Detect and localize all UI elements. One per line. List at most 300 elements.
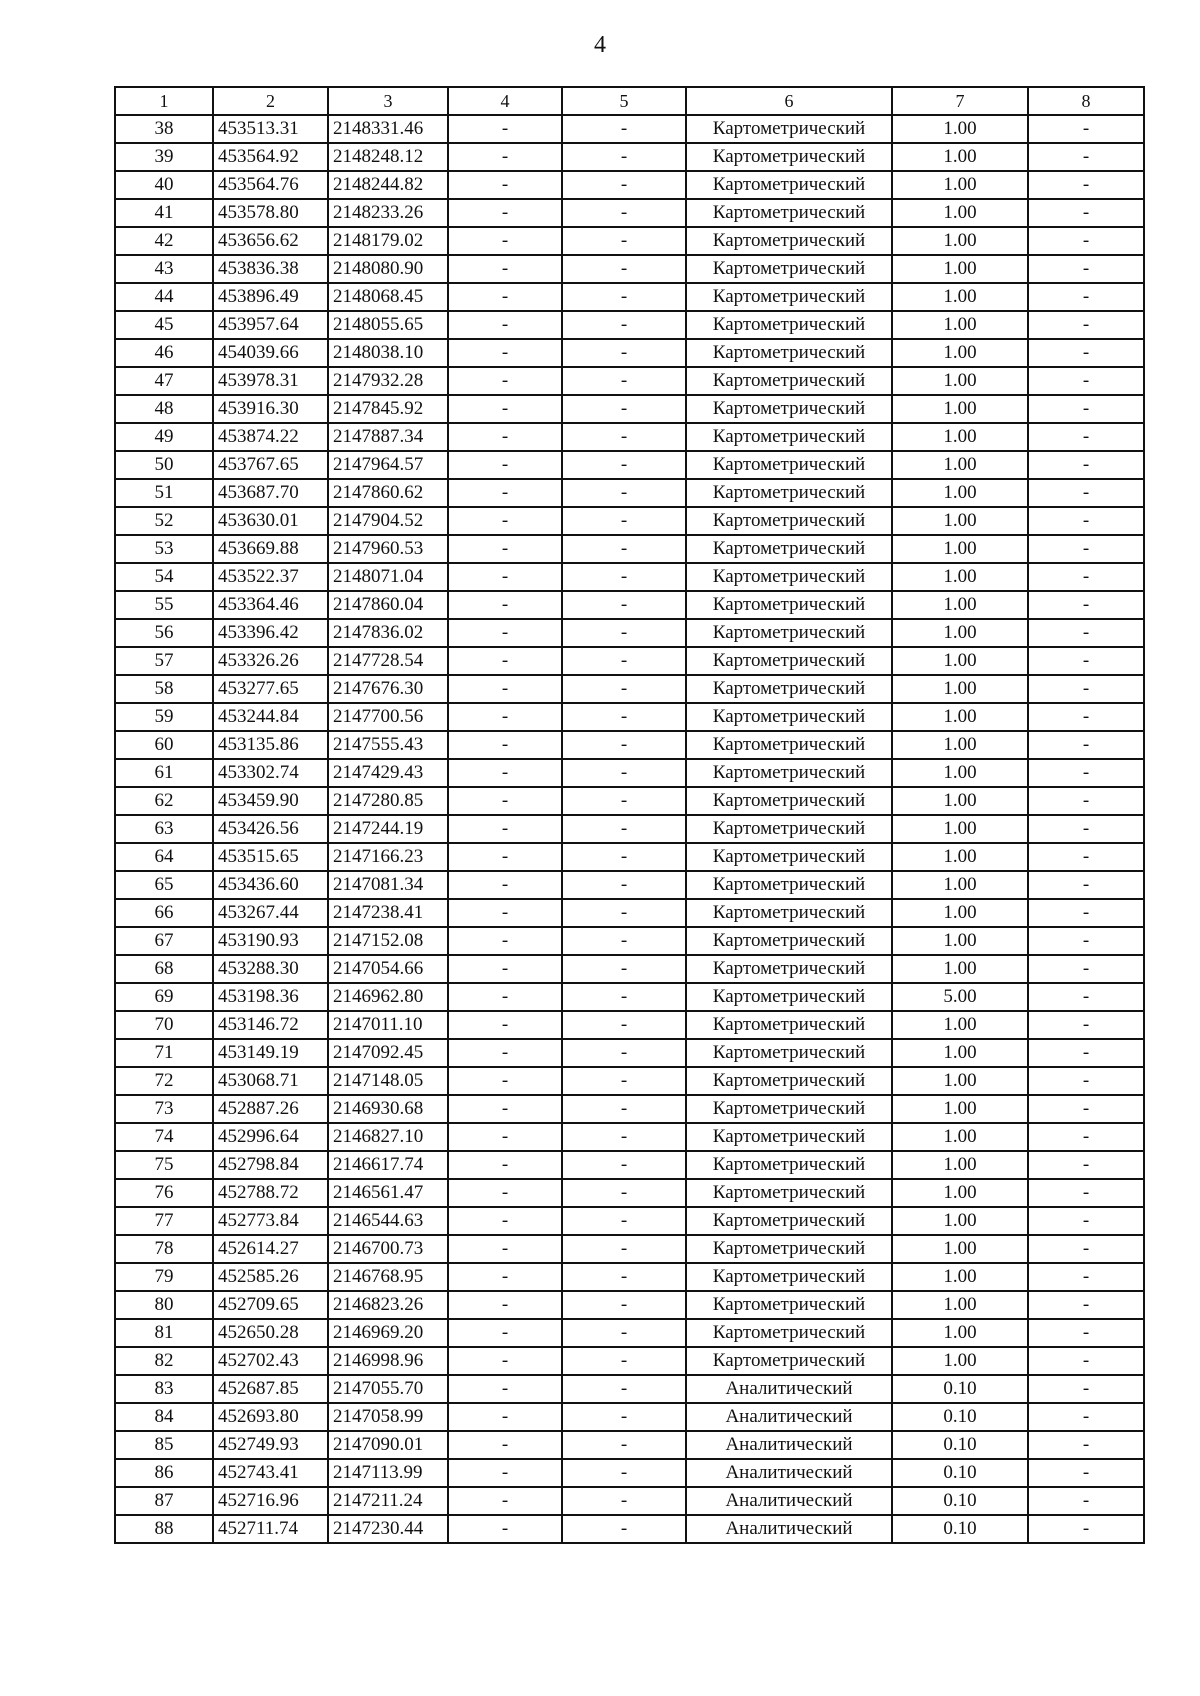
column-5-cell: - (562, 227, 686, 255)
point-number-cell: 75 (115, 1151, 213, 1179)
column-5-cell: - (562, 339, 686, 367)
point-number-cell: 86 (115, 1459, 213, 1487)
method-cell: Картометрический (686, 423, 892, 451)
column-header-3: 3 (328, 87, 448, 115)
column-4-cell: - (448, 1487, 562, 1515)
method-cell: Картометрический (686, 871, 892, 899)
method-cell: Картометрический (686, 115, 892, 143)
table-row (115, 843, 1144, 871)
column-4-cell: - (448, 1067, 562, 1095)
table-row (115, 507, 1144, 535)
point-number-cell: 49 (115, 423, 213, 451)
point-number-cell: 76 (115, 1179, 213, 1207)
column-4-cell: - (448, 731, 562, 759)
table-row (115, 1459, 1144, 1487)
method-cell: Картометрический (686, 983, 892, 1011)
column-5-cell: - (562, 311, 686, 339)
x-coordinate-cell: 452650.28 (213, 1319, 328, 1347)
table-row (115, 647, 1144, 675)
y-coordinate-cell: 2146962.80 (328, 983, 448, 1011)
y-coordinate-cell: 2147860.04 (328, 591, 448, 619)
method-cell: Картометрический (686, 1123, 892, 1151)
point-number-cell: 87 (115, 1487, 213, 1515)
method-cell: Картометрический (686, 1151, 892, 1179)
accuracy-cell: 1.00 (892, 731, 1028, 759)
method-cell: Картометрический (686, 199, 892, 227)
table-row (115, 983, 1144, 1011)
x-coordinate-cell: 452996.64 (213, 1123, 328, 1151)
accuracy-cell: 1.00 (892, 451, 1028, 479)
x-coordinate-cell: 453896.49 (213, 283, 328, 311)
accuracy-cell: 1.00 (892, 171, 1028, 199)
column-8-cell: - (1028, 1515, 1144, 1543)
accuracy-cell: 1.00 (892, 199, 1028, 227)
point-number-cell: 83 (115, 1375, 213, 1403)
column-4-cell: - (448, 227, 562, 255)
point-number-cell: 50 (115, 451, 213, 479)
accuracy-cell: 1.00 (892, 1235, 1028, 1263)
column-4-cell: - (448, 759, 562, 787)
point-number-cell: 78 (115, 1235, 213, 1263)
point-number-cell: 65 (115, 871, 213, 899)
x-coordinate-cell: 453630.01 (213, 507, 328, 535)
table-row (115, 1011, 1144, 1039)
point-number-cell: 68 (115, 955, 213, 983)
accuracy-cell: 1.00 (892, 1151, 1028, 1179)
table-row (115, 871, 1144, 899)
method-cell: Картометрический (686, 563, 892, 591)
x-coordinate-cell: 453326.26 (213, 647, 328, 675)
column-4-cell: - (448, 1515, 562, 1543)
column-4-cell: - (448, 283, 562, 311)
method-cell: Картометрический (686, 1207, 892, 1235)
column-8-cell: - (1028, 899, 1144, 927)
y-coordinate-cell: 2147058.99 (328, 1403, 448, 1431)
column-5-cell: - (562, 535, 686, 563)
accuracy-cell: 1.00 (892, 311, 1028, 339)
column-5-cell: - (562, 703, 686, 731)
point-number-cell: 77 (115, 1207, 213, 1235)
column-4-cell: - (448, 171, 562, 199)
x-coordinate-cell: 454039.66 (213, 339, 328, 367)
y-coordinate-cell: 2146969.20 (328, 1319, 448, 1347)
x-coordinate-cell: 453578.80 (213, 199, 328, 227)
y-coordinate-cell: 2147960.53 (328, 535, 448, 563)
accuracy-cell: 0.10 (892, 1431, 1028, 1459)
table-row (115, 955, 1144, 983)
y-coordinate-cell: 2147700.56 (328, 703, 448, 731)
column-8-cell: - (1028, 843, 1144, 871)
column-8-cell: - (1028, 647, 1144, 675)
method-cell: Картометрический (686, 815, 892, 843)
column-4-cell: - (448, 395, 562, 423)
accuracy-cell: 1.00 (892, 1123, 1028, 1151)
column-8-cell: - (1028, 1403, 1144, 1431)
accuracy-cell: 1.00 (892, 899, 1028, 927)
accuracy-cell: 1.00 (892, 815, 1028, 843)
column-8-cell: - (1028, 311, 1144, 339)
x-coordinate-cell: 453564.76 (213, 171, 328, 199)
method-cell: Картометрический (686, 367, 892, 395)
x-coordinate-cell: 453522.37 (213, 563, 328, 591)
table-row (115, 675, 1144, 703)
point-number-cell: 44 (115, 283, 213, 311)
method-cell: Аналитический (686, 1375, 892, 1403)
column-5-cell: - (562, 899, 686, 927)
point-number-cell: 81 (115, 1319, 213, 1347)
table-row (115, 591, 1144, 619)
y-coordinate-cell: 2146561.47 (328, 1179, 448, 1207)
column-4-cell: - (448, 647, 562, 675)
column-4-cell: - (448, 1039, 562, 1067)
method-cell: Картометрический (686, 311, 892, 339)
y-coordinate-cell: 2147676.30 (328, 675, 448, 703)
column-8-cell: - (1028, 731, 1144, 759)
y-coordinate-cell: 2147230.44 (328, 1515, 448, 1543)
table-row (115, 787, 1144, 815)
x-coordinate-cell: 453198.36 (213, 983, 328, 1011)
x-coordinate-cell: 453767.65 (213, 451, 328, 479)
y-coordinate-cell: 2147280.85 (328, 787, 448, 815)
table-header-row (115, 87, 1144, 115)
method-cell: Картометрический (686, 1347, 892, 1375)
table-row (115, 115, 1144, 143)
x-coordinate-cell: 452887.26 (213, 1095, 328, 1123)
column-5-cell: - (562, 647, 686, 675)
column-5-cell: - (562, 1403, 686, 1431)
x-coordinate-cell: 453288.30 (213, 955, 328, 983)
column-5-cell: - (562, 507, 686, 535)
method-cell: Картометрический (686, 339, 892, 367)
column-5-cell: - (562, 1319, 686, 1347)
x-coordinate-cell: 453135.86 (213, 731, 328, 759)
coordinates-table (114, 86, 1145, 1544)
point-number-cell: 40 (115, 171, 213, 199)
accuracy-cell: 1.00 (892, 143, 1028, 171)
column-5-cell: - (562, 143, 686, 171)
y-coordinate-cell: 2148244.82 (328, 171, 448, 199)
column-4-cell: - (448, 955, 562, 983)
point-number-cell: 38 (115, 115, 213, 143)
point-number-cell: 47 (115, 367, 213, 395)
method-cell: Картометрический (686, 1011, 892, 1039)
x-coordinate-cell: 452788.72 (213, 1179, 328, 1207)
column-5-cell: - (562, 1235, 686, 1263)
column-5-cell: - (562, 731, 686, 759)
column-header-6: 6 (686, 87, 892, 115)
column-4-cell: - (448, 843, 562, 871)
x-coordinate-cell: 453436.60 (213, 871, 328, 899)
y-coordinate-cell: 2147238.41 (328, 899, 448, 927)
method-cell: Картометрический (686, 507, 892, 535)
y-coordinate-cell: 2148179.02 (328, 227, 448, 255)
column-4-cell: - (448, 1151, 562, 1179)
column-5-cell: - (562, 591, 686, 619)
table-row (115, 479, 1144, 507)
point-number-cell: 71 (115, 1039, 213, 1067)
table-row (115, 227, 1144, 255)
table-row (115, 703, 1144, 731)
column-8-cell: - (1028, 1431, 1144, 1459)
table-body (115, 115, 1144, 1543)
accuracy-cell: 1.00 (892, 955, 1028, 983)
method-cell: Аналитический (686, 1403, 892, 1431)
table-row (115, 283, 1144, 311)
column-4-cell: - (448, 507, 562, 535)
point-number-cell: 74 (115, 1123, 213, 1151)
column-5-cell: - (562, 1347, 686, 1375)
accuracy-cell: 1.00 (892, 1179, 1028, 1207)
column-5-cell: - (562, 367, 686, 395)
y-coordinate-cell: 2147166.23 (328, 843, 448, 871)
accuracy-cell: 1.00 (892, 759, 1028, 787)
x-coordinate-cell: 453190.93 (213, 927, 328, 955)
column-4-cell: - (448, 1235, 562, 1263)
column-header-2: 2 (213, 87, 328, 115)
y-coordinate-cell: 2148233.26 (328, 199, 448, 227)
x-coordinate-cell: 452798.84 (213, 1151, 328, 1179)
column-5-cell: - (562, 1263, 686, 1291)
column-5-cell: - (562, 451, 686, 479)
point-number-cell: 51 (115, 479, 213, 507)
y-coordinate-cell: 2148071.04 (328, 563, 448, 591)
column-4-cell: - (448, 563, 562, 591)
table-row (115, 1207, 1144, 1235)
column-4-cell: - (448, 619, 562, 647)
column-4-cell: - (448, 367, 562, 395)
table-row (115, 1235, 1144, 1263)
point-number-cell: 62 (115, 787, 213, 815)
x-coordinate-cell: 453874.22 (213, 423, 328, 451)
column-8-cell: - (1028, 927, 1144, 955)
method-cell: Аналитический (686, 1459, 892, 1487)
column-8-cell: - (1028, 675, 1144, 703)
column-4-cell: - (448, 703, 562, 731)
y-coordinate-cell: 2146768.95 (328, 1263, 448, 1291)
accuracy-cell: 1.00 (892, 647, 1028, 675)
point-number-cell: 43 (115, 255, 213, 283)
y-coordinate-cell: 2146827.10 (328, 1123, 448, 1151)
column-4-cell: - (448, 1095, 562, 1123)
method-cell: Картометрический (686, 255, 892, 283)
table-row (115, 927, 1144, 955)
column-4-cell: - (448, 1431, 562, 1459)
column-4-cell: - (448, 815, 562, 843)
y-coordinate-cell: 2148068.45 (328, 283, 448, 311)
method-cell: Картометрический (686, 759, 892, 787)
y-coordinate-cell: 2147152.08 (328, 927, 448, 955)
point-number-cell: 53 (115, 535, 213, 563)
column-5-cell: - (562, 1207, 686, 1235)
y-coordinate-cell: 2146823.26 (328, 1291, 448, 1319)
column-8-cell: - (1028, 171, 1144, 199)
x-coordinate-cell: 452614.27 (213, 1235, 328, 1263)
column-8-cell: - (1028, 619, 1144, 647)
column-header-1: 1 (115, 87, 213, 115)
method-cell: Картометрический (686, 619, 892, 647)
column-header-4: 4 (448, 87, 562, 115)
column-4-cell: - (448, 787, 562, 815)
column-4-cell: - (448, 1123, 562, 1151)
x-coordinate-cell: 453244.84 (213, 703, 328, 731)
column-5-cell: - (562, 1459, 686, 1487)
table-row (115, 1095, 1144, 1123)
table-row (115, 199, 1144, 227)
method-cell: Картометрический (686, 1067, 892, 1095)
column-4-cell: - (448, 199, 562, 227)
accuracy-cell: 0.10 (892, 1375, 1028, 1403)
method-cell: Картометрический (686, 647, 892, 675)
point-number-cell: 67 (115, 927, 213, 955)
column-8-cell: - (1028, 1459, 1144, 1487)
point-number-cell: 59 (115, 703, 213, 731)
column-8-cell: - (1028, 339, 1144, 367)
x-coordinate-cell: 453426.56 (213, 815, 328, 843)
x-coordinate-cell: 452693.80 (213, 1403, 328, 1431)
point-number-cell: 58 (115, 675, 213, 703)
table-row (115, 731, 1144, 759)
column-8-cell: - (1028, 591, 1144, 619)
x-coordinate-cell: 452743.41 (213, 1459, 328, 1487)
column-8-cell: - (1028, 507, 1144, 535)
accuracy-cell: 1.00 (892, 227, 1028, 255)
table-row (115, 899, 1144, 927)
accuracy-cell: 1.00 (892, 255, 1028, 283)
accuracy-cell: 0.10 (892, 1459, 1028, 1487)
column-8-cell: - (1028, 759, 1144, 787)
x-coordinate-cell: 453978.31 (213, 367, 328, 395)
point-number-cell: 69 (115, 983, 213, 1011)
column-header-8: 8 (1028, 87, 1144, 115)
column-4-cell: - (448, 983, 562, 1011)
column-8-cell: - (1028, 423, 1144, 451)
x-coordinate-cell: 453836.38 (213, 255, 328, 283)
method-cell: Картометрический (686, 1319, 892, 1347)
column-8-cell: - (1028, 395, 1144, 423)
point-number-cell: 72 (115, 1067, 213, 1095)
y-coordinate-cell: 2146700.73 (328, 1235, 448, 1263)
x-coordinate-cell: 452716.96 (213, 1487, 328, 1515)
column-5-cell: - (562, 1179, 686, 1207)
column-4-cell: - (448, 675, 562, 703)
column-5-cell: - (562, 423, 686, 451)
y-coordinate-cell: 2147555.43 (328, 731, 448, 759)
column-5-cell: - (562, 563, 686, 591)
accuracy-cell: 0.10 (892, 1515, 1028, 1543)
table-row (115, 1291, 1144, 1319)
point-number-cell: 60 (115, 731, 213, 759)
point-number-cell: 42 (115, 227, 213, 255)
accuracy-cell: 1.00 (892, 787, 1028, 815)
column-8-cell: - (1028, 1291, 1144, 1319)
column-8-cell: - (1028, 479, 1144, 507)
accuracy-cell: 1.00 (892, 843, 1028, 871)
column-4-cell: - (448, 927, 562, 955)
table-row (115, 535, 1144, 563)
table-row (115, 1039, 1144, 1067)
column-4-cell: - (448, 1011, 562, 1039)
accuracy-cell: 1.00 (892, 507, 1028, 535)
column-5-cell: - (562, 955, 686, 983)
table-row (115, 1067, 1144, 1095)
method-cell: Картометрический (686, 927, 892, 955)
column-5-cell: - (562, 787, 686, 815)
column-5-cell: - (562, 759, 686, 787)
x-coordinate-cell: 452702.43 (213, 1347, 328, 1375)
accuracy-cell: 1.00 (892, 339, 1028, 367)
column-header-5: 5 (562, 87, 686, 115)
point-number-cell: 80 (115, 1291, 213, 1319)
x-coordinate-cell: 453687.70 (213, 479, 328, 507)
column-8-cell: - (1028, 1207, 1144, 1235)
point-number-cell: 82 (115, 1347, 213, 1375)
column-8-cell: - (1028, 1039, 1144, 1067)
column-4-cell: - (448, 1319, 562, 1347)
accuracy-cell: 1.00 (892, 1319, 1028, 1347)
method-cell: Картометрический (686, 1291, 892, 1319)
table-row (115, 143, 1144, 171)
y-coordinate-cell: 2147011.10 (328, 1011, 448, 1039)
table-row (115, 1263, 1144, 1291)
column-8-cell: - (1028, 787, 1144, 815)
column-4-cell: - (448, 535, 562, 563)
accuracy-cell: 1.00 (892, 1207, 1028, 1235)
x-coordinate-cell: 453277.65 (213, 675, 328, 703)
y-coordinate-cell: 2147836.02 (328, 619, 448, 647)
accuracy-cell: 1.00 (892, 479, 1028, 507)
method-cell: Аналитический (686, 1431, 892, 1459)
point-number-cell: 56 (115, 619, 213, 647)
point-number-cell: 85 (115, 1431, 213, 1459)
method-cell: Картометрический (686, 591, 892, 619)
table-row (115, 311, 1144, 339)
accuracy-cell: 1.00 (892, 1067, 1028, 1095)
y-coordinate-cell: 2147148.05 (328, 1067, 448, 1095)
accuracy-cell: 1.00 (892, 871, 1028, 899)
table-row (115, 619, 1144, 647)
column-5-cell: - (562, 255, 686, 283)
column-5-cell: - (562, 815, 686, 843)
column-4-cell: - (448, 339, 562, 367)
column-5-cell: - (562, 871, 686, 899)
accuracy-cell: 1.00 (892, 563, 1028, 591)
x-coordinate-cell: 453916.30 (213, 395, 328, 423)
accuracy-cell: 0.10 (892, 1487, 1028, 1515)
accuracy-cell: 1.00 (892, 675, 1028, 703)
y-coordinate-cell: 2146544.63 (328, 1207, 448, 1235)
accuracy-cell: 0.10 (892, 1403, 1028, 1431)
method-cell: Картометрический (686, 171, 892, 199)
method-cell: Аналитический (686, 1515, 892, 1543)
table-row (115, 367, 1144, 395)
x-coordinate-cell: 453459.90 (213, 787, 328, 815)
column-8-cell: - (1028, 1375, 1144, 1403)
y-coordinate-cell: 2147055.70 (328, 1375, 448, 1403)
column-4-cell: - (448, 1291, 562, 1319)
method-cell: Картометрический (686, 955, 892, 983)
accuracy-cell: 1.00 (892, 1095, 1028, 1123)
column-5-cell: - (562, 983, 686, 1011)
column-5-cell: - (562, 199, 686, 227)
column-5-cell: - (562, 675, 686, 703)
column-5-cell: - (562, 479, 686, 507)
method-cell: Картометрический (686, 899, 892, 927)
column-8-cell: - (1028, 1123, 1144, 1151)
column-8-cell: - (1028, 283, 1144, 311)
column-8-cell: - (1028, 1487, 1144, 1515)
accuracy-cell: 1.00 (892, 115, 1028, 143)
table-row (115, 451, 1144, 479)
